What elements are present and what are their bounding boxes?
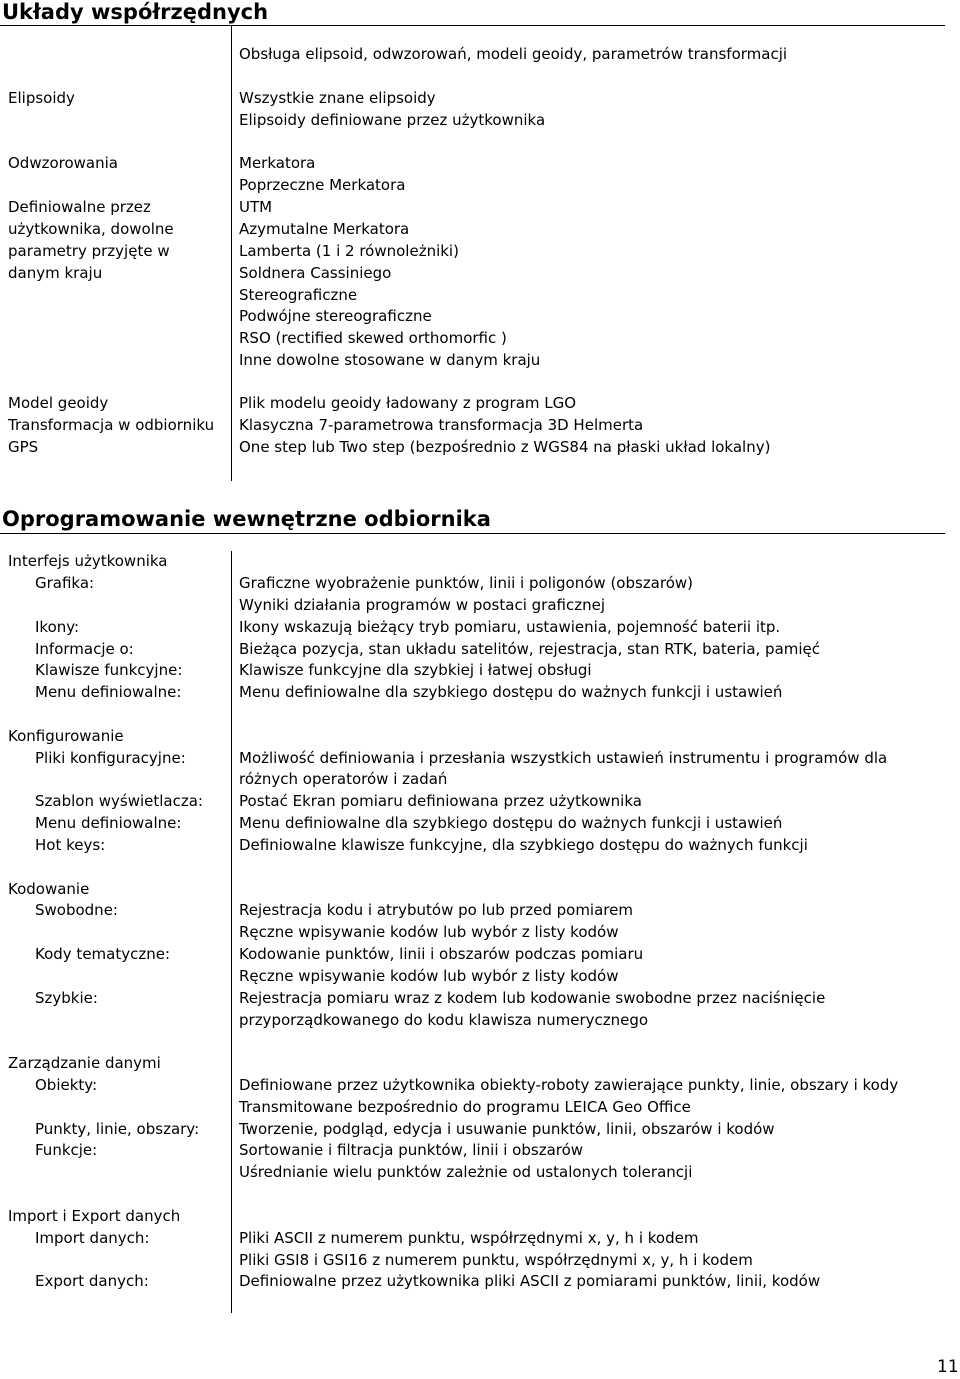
column-divider — [231, 26, 232, 481]
field-label: Szablon wyświetlacza: — [35, 792, 203, 810]
section-divider — [0, 25, 945, 26]
right-text: Uśrednianie wielu punktów zależnie od ustalonych tolerancji — [239, 1163, 693, 1181]
field-label: Menu definiowalne: — [35, 814, 182, 832]
right-text: Poprzeczne Merkatora — [239, 176, 406, 194]
right-text: RSO (rectified skewed orthomorfic ) — [239, 329, 507, 347]
right-text: Definiowane przez użytkownika obiekty-roboty zawierające punkty, linie, obszary i kody — [239, 1076, 899, 1094]
right-text: Soldnera Cassiniego — [239, 264, 392, 282]
left-label: GPS — [8, 438, 39, 456]
field-label: Hot keys: — [35, 836, 106, 854]
right-text: Transmitowane bezpośrednio do programu LEICA Geo Office — [239, 1098, 691, 1116]
left-label: Elipsoidy — [8, 89, 75, 107]
right-text: Menu definiowalne dla szybkiego dostępu do ważnych funkcji i ustawień — [239, 814, 783, 832]
right-text: Klawisze funkcyjne dla szybkiej i łatwej obsługi — [239, 661, 592, 679]
group-heading: Zarządzanie danymi — [8, 1054, 161, 1072]
field-label: Menu definiowalne: — [35, 683, 182, 701]
field-label: Export danych: — [35, 1272, 149, 1290]
right-text: przyporządkowanego do kodu klawisza numerycznego — [239, 1011, 649, 1029]
field-label: Swobodne: — [35, 901, 118, 919]
right-text: Rejestracja kodu i atrybutów po lub przed pomiarem — [239, 901, 633, 919]
right-text: Definiowalne klawisze funkcyjne, dla szybkiego dostępu do ważnych funkcji — [239, 836, 808, 854]
page-number: 11 — [937, 1357, 959, 1377]
field-label: Funkcje: — [35, 1141, 98, 1159]
right-text: Ręczne wpisywanie kodów lub wybór z listy kodów — [239, 967, 619, 985]
right-text: Rejestracja pomiaru wraz z kodem lub kodowanie swobodne przez naciśnięcie — [239, 989, 826, 1007]
right-text: Inne dowolne stosowane w danym kraju — [239, 351, 541, 369]
group-heading: Kodowanie — [8, 880, 90, 898]
right-text: One step lub Two step (bezpośrednio z WGS84 na płaski układ lokalny) — [239, 438, 771, 456]
field-label: Ikony: — [35, 618, 80, 636]
right-text: Pliki GSI8 i GSI16 z numerem punktu, współrzędnymi x, y, h i kodem — [239, 1251, 753, 1269]
field-label: Pliki konfiguracyjne: — [35, 749, 186, 767]
right-text: Postać Ekran pomiaru definiowana przez użytkownika — [239, 792, 642, 810]
right-text: Możliwość definiowania i przesłania wszystkich ustawień instrumentu i programów dla — [239, 749, 888, 767]
right-text: Tworzenie, podgląd, edycja i usuwanie punktów, linii, obszarów i kodów — [239, 1120, 775, 1138]
left-label: użytkownika, dowolne — [8, 220, 174, 238]
left-label: Odwzorowania — [8, 154, 118, 172]
right-text: Wszystkie znane elipsoidy — [239, 89, 436, 107]
group-heading: Import i Export danych — [8, 1207, 181, 1225]
right-text: Sortowanie i filtracja punktów, linii i obszarów — [239, 1141, 584, 1159]
right-text: Bieżąca pozycja, stan układu satelitów, rejestracja, stan RTK, bateria, pamięć — [239, 640, 821, 658]
right-text: Klasyczna 7-parametrowa transformacja 3D Helmerta — [239, 416, 644, 434]
field-label: Klawisze funkcyjne: — [35, 661, 183, 679]
right-text: UTM — [239, 198, 273, 216]
group-heading: Konfigurowanie — [8, 727, 124, 745]
left-label: Transformacja w odbiorniku — [8, 416, 215, 434]
right-text: Azymutalne Merkatora — [239, 220, 410, 238]
field-label: Informacje o: — [35, 640, 134, 658]
right-text: Menu definiowalne dla szybkiego dostępu do ważnych funkcji i ustawień — [239, 683, 783, 701]
section-title-receiver-software: Oprogramowanie wewnętrzne odbiornika — [2, 507, 491, 531]
right-text: Wyniki działania programów w postaci graficznej — [239, 596, 605, 614]
right-text: Ręczne wpisywanie kodów lub wybór z listy kodów — [239, 923, 619, 941]
right-text: Ikony wskazują bieżący tryb pomiaru, ustawienia, pojemność baterii itp. — [239, 618, 781, 636]
right-text: Graficzne wyobrażenie punktów, linii i poligonów (obszarów) — [239, 574, 694, 592]
right-text: Definiowalne przez użytkownika pliki ASCII z pomiarami punktów, linii, kodów — [239, 1272, 821, 1290]
left-label: danym kraju — [8, 264, 103, 282]
right-text: Merkatora — [239, 154, 316, 172]
left-label: parametry przyjęte w — [8, 242, 170, 260]
right-text: Podwójne stereograficzne — [239, 307, 432, 325]
left-label: Definiowalne przez — [8, 198, 151, 216]
section-title-coordinate-systems: Układy współrzędnych — [2, 0, 269, 24]
field-label: Szybkie: — [35, 989, 98, 1007]
right-text: Kodowanie punktów, linii i obszarów podczas pomiaru — [239, 945, 644, 963]
section-divider — [0, 533, 945, 534]
right-text: Elipsoidy definiowane przez użytkownika — [239, 111, 546, 129]
field-label: Punkty, linie, obszary: — [35, 1120, 200, 1138]
field-label: Kody tematyczne: — [35, 945, 171, 963]
right-text: Pliki ASCII z numerem punktu, współrzędnymi x, y, h i kodem — [239, 1229, 699, 1247]
left-label: Model geoidy — [8, 394, 109, 412]
section-subtitle: Obsługa elipsoid, odwzorowań, modeli geoidy, parametrów transformacji — [239, 45, 788, 63]
field-label: Import danych: — [35, 1229, 150, 1247]
right-text: Lamberta (1 i 2 równoleżniki) — [239, 242, 459, 260]
field-label: Grafika: — [35, 574, 95, 592]
right-text: Plik modelu geoidy ładowany z program LGO — [239, 394, 577, 412]
right-text: różnych operatorów i zadań — [239, 770, 448, 788]
right-text: Stereograficzne — [239, 286, 358, 304]
field-label: Obiekty: — [35, 1076, 98, 1094]
group-heading: Interfejs użytkownika — [8, 552, 168, 570]
column-divider — [231, 551, 232, 1313]
